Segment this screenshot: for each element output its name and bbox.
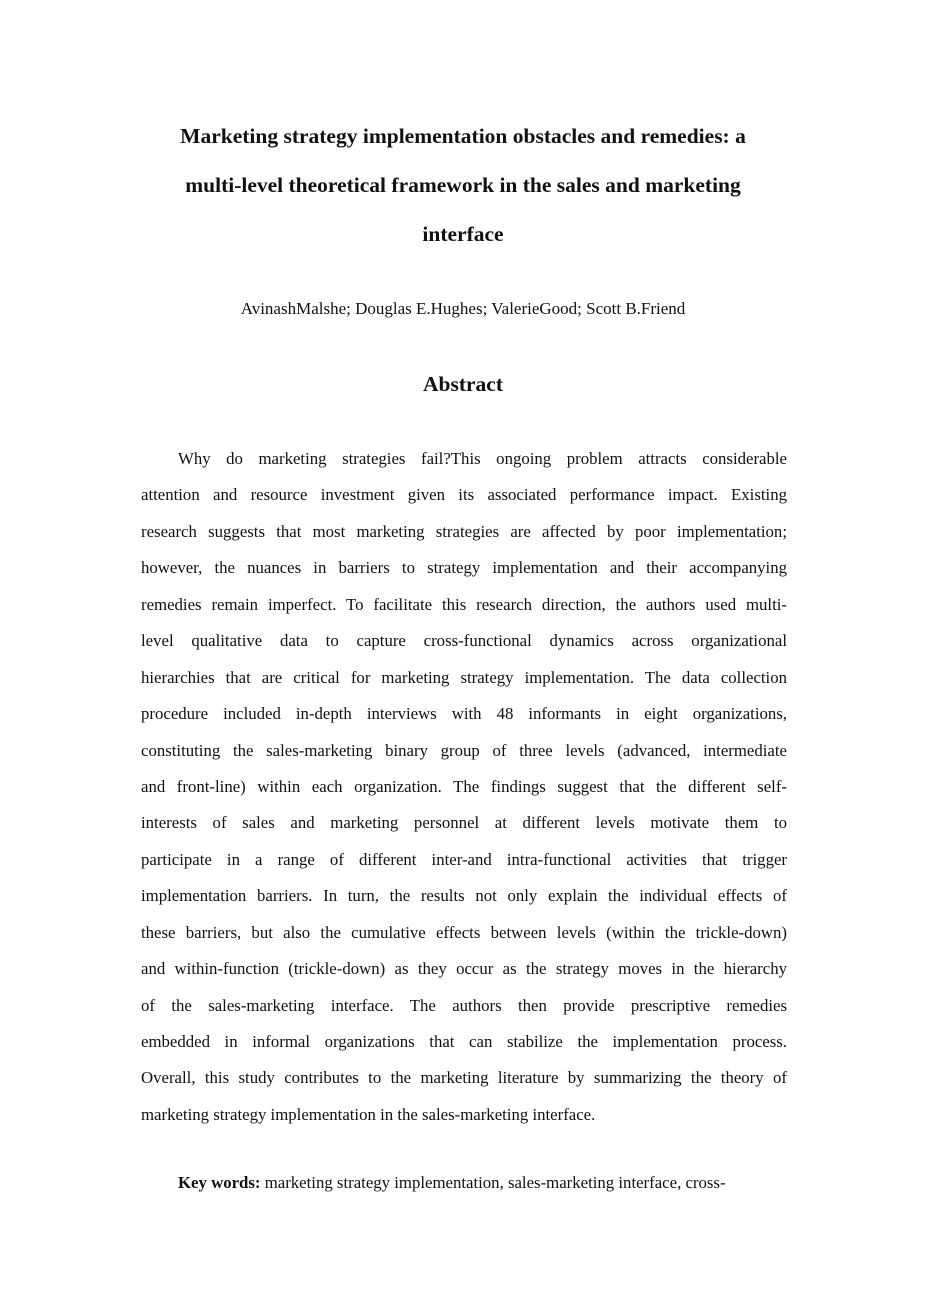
abstract-line: these barriers, but also the cumulative effects between levels (within the trickle-down) [141, 922, 787, 942]
abstract-line: Why do marketing strategies fail?This ongoing problem attracts considerable [178, 449, 787, 468]
abstract-line: hierarchies that are critical for marketing strategy implementation. The data collection [141, 667, 787, 687]
title-line-3: interface [422, 222, 504, 246]
abstract-line: research suggests that most marketing strategies are affected by poor implementation; [141, 521, 787, 541]
abstract-line: and front-line) within each organization. The findings suggest that the different self- [141, 776, 787, 796]
keywords-text: marketing strategy implementation, sales-marketing interface, cross- [260, 1173, 726, 1192]
abstract-line: however, the nuances in barriers to strategy implementation and their accompanying [141, 558, 787, 578]
abstract-line: level qualitative data to capture cross-functional dynamics across organizational [141, 631, 787, 651]
author-list: AvinashMalshe; Douglas E.Hughes; ValerieGood; Scott B.Friend [240, 299, 686, 318]
title-line-1: Marketing strategy implementation obstacles and remedies: a [180, 124, 746, 148]
abstract-line: interests of sales and marketing personnel at different levels motivate them to [141, 813, 787, 833]
abstract-line: Overall, this study contributes to the marketing literature by summarizing the theory of [141, 1068, 787, 1088]
abstract-line: implementation barriers. In turn, the results not only explain the individual effects of [141, 886, 787, 906]
abstract-body [141, 441, 787, 1133]
abstract-line: and within-function (trickle-down) as they occur as the strategy moves in the hierarchy [141, 959, 787, 979]
keywords-block [141, 1165, 787, 1201]
abstract-line: of the sales-marketing interface. The authors then provide prescriptive remedies [141, 995, 787, 1015]
keywords-line [141, 1165, 787, 1201]
abstract-line: attention and resource investment given its associated performance impact. Existing [141, 485, 787, 505]
abstract-heading: Abstract [422, 372, 503, 396]
abstract-line: embedded in informal organizations that can stabilize the implementation process. [141, 1032, 787, 1051]
paper-title [130, 112, 796, 259]
keywords-label: Key words: [178, 1173, 261, 1192]
abstract-line: remedies remain imperfect. To facilitate this research direction, the authors used multi- [141, 594, 787, 614]
abstract-line: procedure included in-depth interviews with 48 informants in eight organizations, [141, 704, 787, 724]
abstract-line: participate in a range of different inter-and intra-functional activities that trigger [141, 849, 787, 869]
title-line-2: multi-level theoretical framework in the sales and marketing [185, 173, 741, 197]
abstract-line: marketing strategy implementation in the sales-marketing interface. [141, 1104, 596, 1124]
abstract-line: constituting the sales-marketing binary group of three levels (advanced, intermediate [141, 740, 787, 760]
